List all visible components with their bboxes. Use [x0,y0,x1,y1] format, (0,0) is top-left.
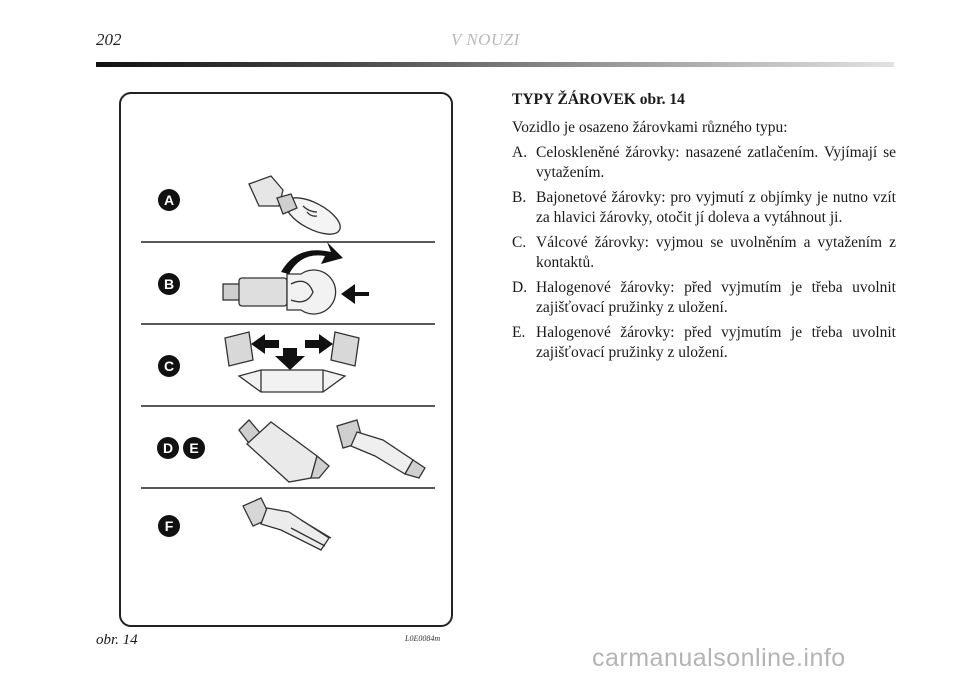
intro-paragraph: Vozidlo je osazeno žárovkami různého typu: [512,118,788,136]
row-label-b [158,273,180,295]
list-item-letter: A. [512,144,528,161]
svg-text:B: B [163,276,175,292]
list-item-text: Válcové žárovky: vyjmou se uvolněním a vytažením z kontaktů. [536,234,896,271]
section-heading: TYPY ŽÁROVEK obr. 14 [512,91,685,108]
list-item [512,323,896,362]
figure-frame [119,92,453,627]
arrow-down-icon [275,348,305,370]
row-label-f [158,515,180,537]
bulb-types-illustration [121,94,453,627]
bulb-type-list [512,143,896,362]
halogen-bulb-h4-illustration [239,420,329,482]
arrow-right-icon [305,334,333,354]
row-label-a [158,189,180,211]
rotate-arrow-icon [281,242,343,274]
list-item [512,233,896,272]
text-column [512,90,896,368]
svg-text:D: D [162,440,174,456]
svg-text:E: E [189,440,199,456]
page-number: 202 [96,30,122,49]
chapter-title: V NOUZI [451,30,520,49]
list-item [512,278,896,317]
svg-text:C: C [163,358,175,374]
list-item-text: Bajonetové žárovky: pro vyjmutí z objímky je nutno vzít za hlavici žárovky, otočit jí doleva a vytáhnout ji. [536,189,896,226]
list-item [512,143,896,182]
list-item-text: Halogenové žárovky: před vyjmutím je třeba uvolnit zajišťovací pružinky z uložení. [536,279,896,316]
svg-text:A: A [163,192,175,208]
header-rule [96,62,894,67]
bayonet-bulb-illustration [223,270,336,314]
arrow-left-icon [251,334,279,354]
list-item-letter: C. [512,234,527,251]
site-watermark: carmanualsonline.info [592,644,846,672]
figure-caption: obr. 14 [96,632,138,648]
list-item-letter: B. [512,189,527,206]
row-label-c [158,355,180,377]
push-arrow-icon [341,284,369,304]
list-item-text: Halogenové žárovky: před vyjmutím je třeba uvolnit zajišťovací pružinky z uložení. [536,324,896,361]
halogen-bulb-h1-illustration [337,420,425,478]
xenon-bulb-illustration [243,498,331,550]
row-label-de [157,437,205,459]
svg-text:F: F [164,518,174,534]
list-item-letter: D. [512,279,528,296]
figure-code: L0E0084m [405,634,441,643]
wedge-bulb-illustration [249,176,346,242]
list-item [512,188,896,227]
list-item-letter: E. [512,324,526,341]
list-item-text: Celoskleněné žárovky: nasazené zatlačením. Vyjímají se vytažením. [536,144,896,181]
